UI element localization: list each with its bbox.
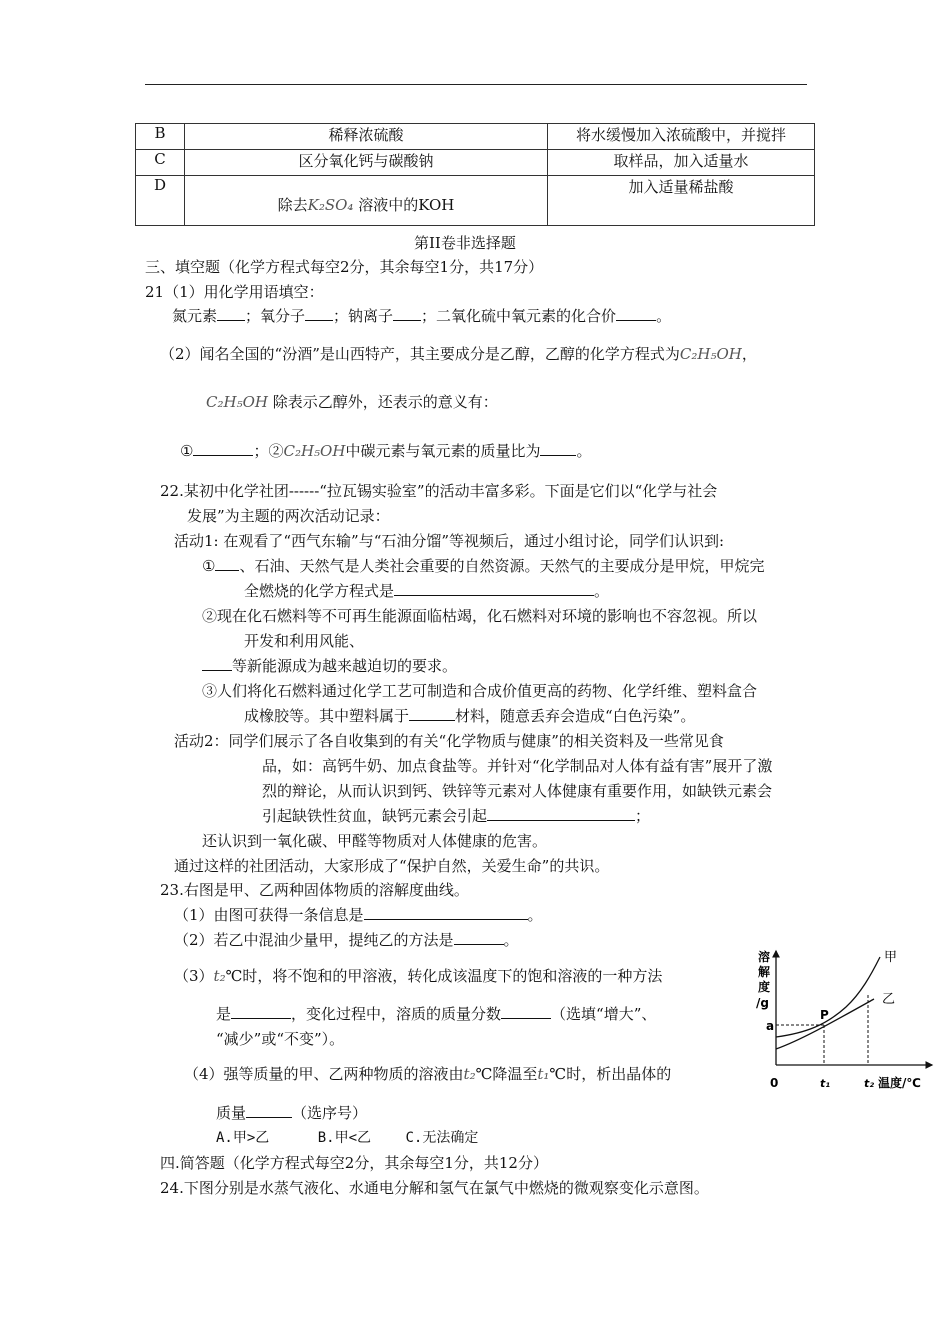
answer-blank — [540, 441, 576, 456]
q22-text: ； — [635, 807, 651, 825]
q23-text: 。 — [527, 906, 543, 924]
purpose-suffix: 溶液中的KOH — [353, 196, 455, 214]
answer-blank — [454, 930, 504, 945]
q23-text: 是 — [216, 1005, 232, 1023]
q23-line — [216, 1003, 656, 1024]
q23-choices — [216, 1127, 478, 1147]
choice-b: B.甲<乙 — [317, 1130, 372, 1146]
answer-blank — [364, 905, 528, 920]
solubility-figure — [756, 945, 936, 1095]
q21-line1: 21（1）用化学用语填空： — [145, 283, 324, 301]
answer-blank — [217, 306, 245, 321]
option-purpose: 稀释浓硫酸 — [185, 124, 548, 150]
q23-text: ℃时，析出晶体的 — [549, 1065, 672, 1083]
q21-text: 。 — [656, 307, 672, 325]
q23-text: （4）强等质量的甲、乙两种物质的溶液由 — [184, 1065, 464, 1083]
q23-text: （3） — [174, 967, 214, 985]
q21-text: ；钠离子 — [333, 307, 394, 325]
xlabel: 温度/℃ — [878, 1076, 921, 1090]
table-row — [136, 124, 815, 150]
q22-line: 开发和利用风能、 — [244, 632, 365, 650]
q22-text: 材料，随意丢弃会造成“白色污染”。 — [455, 707, 696, 725]
q23-line — [184, 1063, 671, 1084]
q22-line: 发展”为主题的两次活动记录： — [187, 507, 390, 525]
q22-line: 活动1: 在观看了“西气东输”与“石油分馏”等视频后，通过小组讨论，同学们认识到: — [174, 532, 725, 550]
q22-line: 烈的辩论，从而认识到钙、铁锌等元素对人体健康有重要作用，如缺铁元素会 — [262, 782, 773, 800]
t1-label: t₁ — [820, 1077, 831, 1090]
q22-text: ① — [202, 557, 216, 575]
q21-text: ① — [180, 442, 194, 460]
answer-blank — [231, 1004, 291, 1019]
q21-line2 — [172, 305, 671, 326]
q22-text: 全燃烧的化学方程式是 — [244, 582, 395, 600]
q21-text: ；氧分子 — [245, 307, 306, 325]
q22-line: 通过这样的社团活动，大家形成了“保护自然，关爱生命”的共识。 — [174, 857, 610, 875]
curve-yi-label: 乙 — [882, 992, 896, 1007]
q22-line: ②现在化石燃料等不可再生能源面临枯竭，化石燃料对环境的影响也不容忽视。所以 — [202, 607, 758, 625]
q22-line: 品，如：高钙牛奶、加点食盐等。并针对“化学制品对人体有益有害”展开了激 — [262, 757, 773, 775]
formula: C₂H₅OH — [679, 345, 742, 363]
answer-blank — [501, 1004, 551, 1019]
q21-text: 除表示乙醇外，还表示的意义有： — [272, 393, 498, 411]
q23-text: （2）若乙中混油少量甲，提纯乙的方法是 — [174, 931, 454, 949]
q22-line — [202, 555, 764, 576]
q21-text: 氮元素 — [172, 307, 218, 325]
temperature-symbol: t₁ — [537, 1065, 550, 1083]
origin-label: 0 — [770, 1076, 779, 1090]
answer-blank — [193, 441, 253, 456]
option-method: 取样品，加入适量水 — [548, 150, 815, 176]
answer-blank — [616, 306, 656, 321]
q23-line: 23.右图是甲、乙两种固体物质的溶解度曲线。 — [160, 881, 469, 899]
p-label: P — [820, 1008, 829, 1022]
q22-line: 22.某初中化学社团------“拉瓦锡实验室”的活动丰富多彩。下面是它们以“化学与社会 — [160, 482, 718, 500]
q22-text: 成橡胶等。其中塑料属于 — [244, 707, 410, 725]
answer-blank — [305, 306, 333, 321]
q23-text: （选填“增大”、 — [551, 1005, 657, 1023]
q23-line — [174, 904, 543, 925]
options-table — [135, 123, 815, 226]
q21-line3 — [160, 343, 757, 364]
q23-text: （选序号） — [292, 1104, 368, 1122]
q22-line: 还认识到一氧化碳、甲醛等物质对人体健康的危害。 — [202, 832, 548, 850]
q23-text: 质量 — [216, 1104, 247, 1122]
q24-line: 24.下图分别是水蒸气液化、水通电分解和氢气在氯气中燃烧的微观察变化示意图。 — [160, 1179, 709, 1197]
answer-blank — [394, 581, 594, 596]
ylabel-char: 解 — [758, 965, 771, 979]
purpose-prefix: 除去 — [277, 196, 308, 214]
option-purpose: 区分氧化钙与碳酸钠 — [185, 150, 548, 176]
curve-jia-label: 甲 — [884, 950, 898, 965]
purpose-formula: K₂SO₄ — [307, 196, 354, 214]
section2-title: 第II卷非选择题 — [414, 234, 516, 252]
answer-blank — [246, 1103, 292, 1118]
q23-line — [216, 1102, 367, 1123]
answer-blank — [215, 556, 239, 571]
q21-line5 — [180, 440, 591, 461]
q22-text: 、石油、天然气是人类社会重要的自然资源。天然气的主要成分是甲烷，甲烷完 — [239, 557, 765, 575]
header-rule — [145, 84, 807, 85]
q23-line: “减少”或“不变”）。 — [216, 1030, 345, 1048]
q23-text: ，变化过程中，溶质的质量分数 — [291, 1005, 502, 1023]
table-row — [136, 150, 815, 176]
option-method: 加入适量稀盐酸 — [548, 176, 815, 226]
option-method: 将水缓慢加入浓硫酸中，并搅拌 — [548, 124, 815, 150]
section4-title: 四.简答题（化学方程式每空2分，其余每空1分，共12分） — [160, 1154, 548, 1172]
q23-text: ℃降温至 — [475, 1065, 538, 1083]
answer-blank — [202, 656, 232, 671]
formula: C₂H₅OH — [206, 393, 268, 411]
q22-line — [262, 805, 650, 826]
choice-a: A.甲>乙 — [216, 1130, 270, 1146]
ylabel-char: 度 — [758, 980, 771, 994]
q22-text: 。 — [594, 582, 610, 600]
option-letter: D — [136, 176, 185, 226]
option-letter: C — [136, 150, 185, 176]
q22-line — [244, 580, 609, 601]
formula: C₂H₅OH — [283, 442, 346, 460]
curve-yi — [776, 999, 874, 1049]
a-label: a — [766, 1019, 775, 1033]
q21-line4 — [206, 391, 498, 412]
choice-c: C.无法确定 — [405, 1130, 479, 1146]
section3-title: 三、填空题（化学方程式每空2分，其余每空1分，共17分） — [145, 258, 544, 276]
option-purpose — [185, 176, 548, 226]
q21-text: ；② — [253, 442, 284, 460]
option-letter: B — [136, 124, 185, 150]
ylabel-char: 溶 — [758, 950, 771, 964]
t2-label: t₂ — [864, 1077, 875, 1090]
answer-blank — [409, 706, 455, 721]
q22-text: 引起缺铁性贫血，缺钙元素会引起 — [262, 807, 488, 825]
q23-text: ℃时，将不饱和的甲溶液，转化成该温度下的饱和溶液的一种方法 — [225, 967, 663, 985]
q23-line — [174, 965, 662, 986]
q21-text: ， — [741, 345, 757, 363]
q23-line — [174, 929, 519, 950]
q22-line: ③人们将化石燃料通过化学工艺可制造和合成价值更高的药物、化学纤维、塑料盒合 — [202, 682, 758, 700]
q21-text: ；二氧化硫中氧元素的化合价 — [421, 307, 617, 325]
answer-blank — [393, 306, 421, 321]
table-row — [136, 176, 815, 226]
ylabel-char: /g — [756, 996, 769, 1010]
q23-text: 。 — [503, 931, 519, 949]
q23-text: （1）由图可获得一条信息是 — [174, 906, 364, 924]
q21-text: 中碳元素与氧元素的质量比为 — [345, 442, 541, 460]
q22-line — [202, 655, 457, 676]
q22-line: 活动2：同学们展示了各自收集到的有关“化学物质与健康”的相关资料及一些常见食 — [174, 732, 724, 750]
q22-text: 等新能源成为越来越迫切的要求。 — [232, 657, 458, 675]
q22-line — [244, 705, 695, 726]
q21-text: （2）闻名全国的“汾酒”是山西特产，其主要成分是乙醇，乙醇的化学方程式为 — [160, 345, 680, 363]
q21-text: 。 — [576, 442, 592, 460]
temperature-symbol: t₂ — [213, 967, 226, 985]
answer-blank — [487, 806, 635, 821]
temperature-symbol: t₂ — [463, 1065, 476, 1083]
